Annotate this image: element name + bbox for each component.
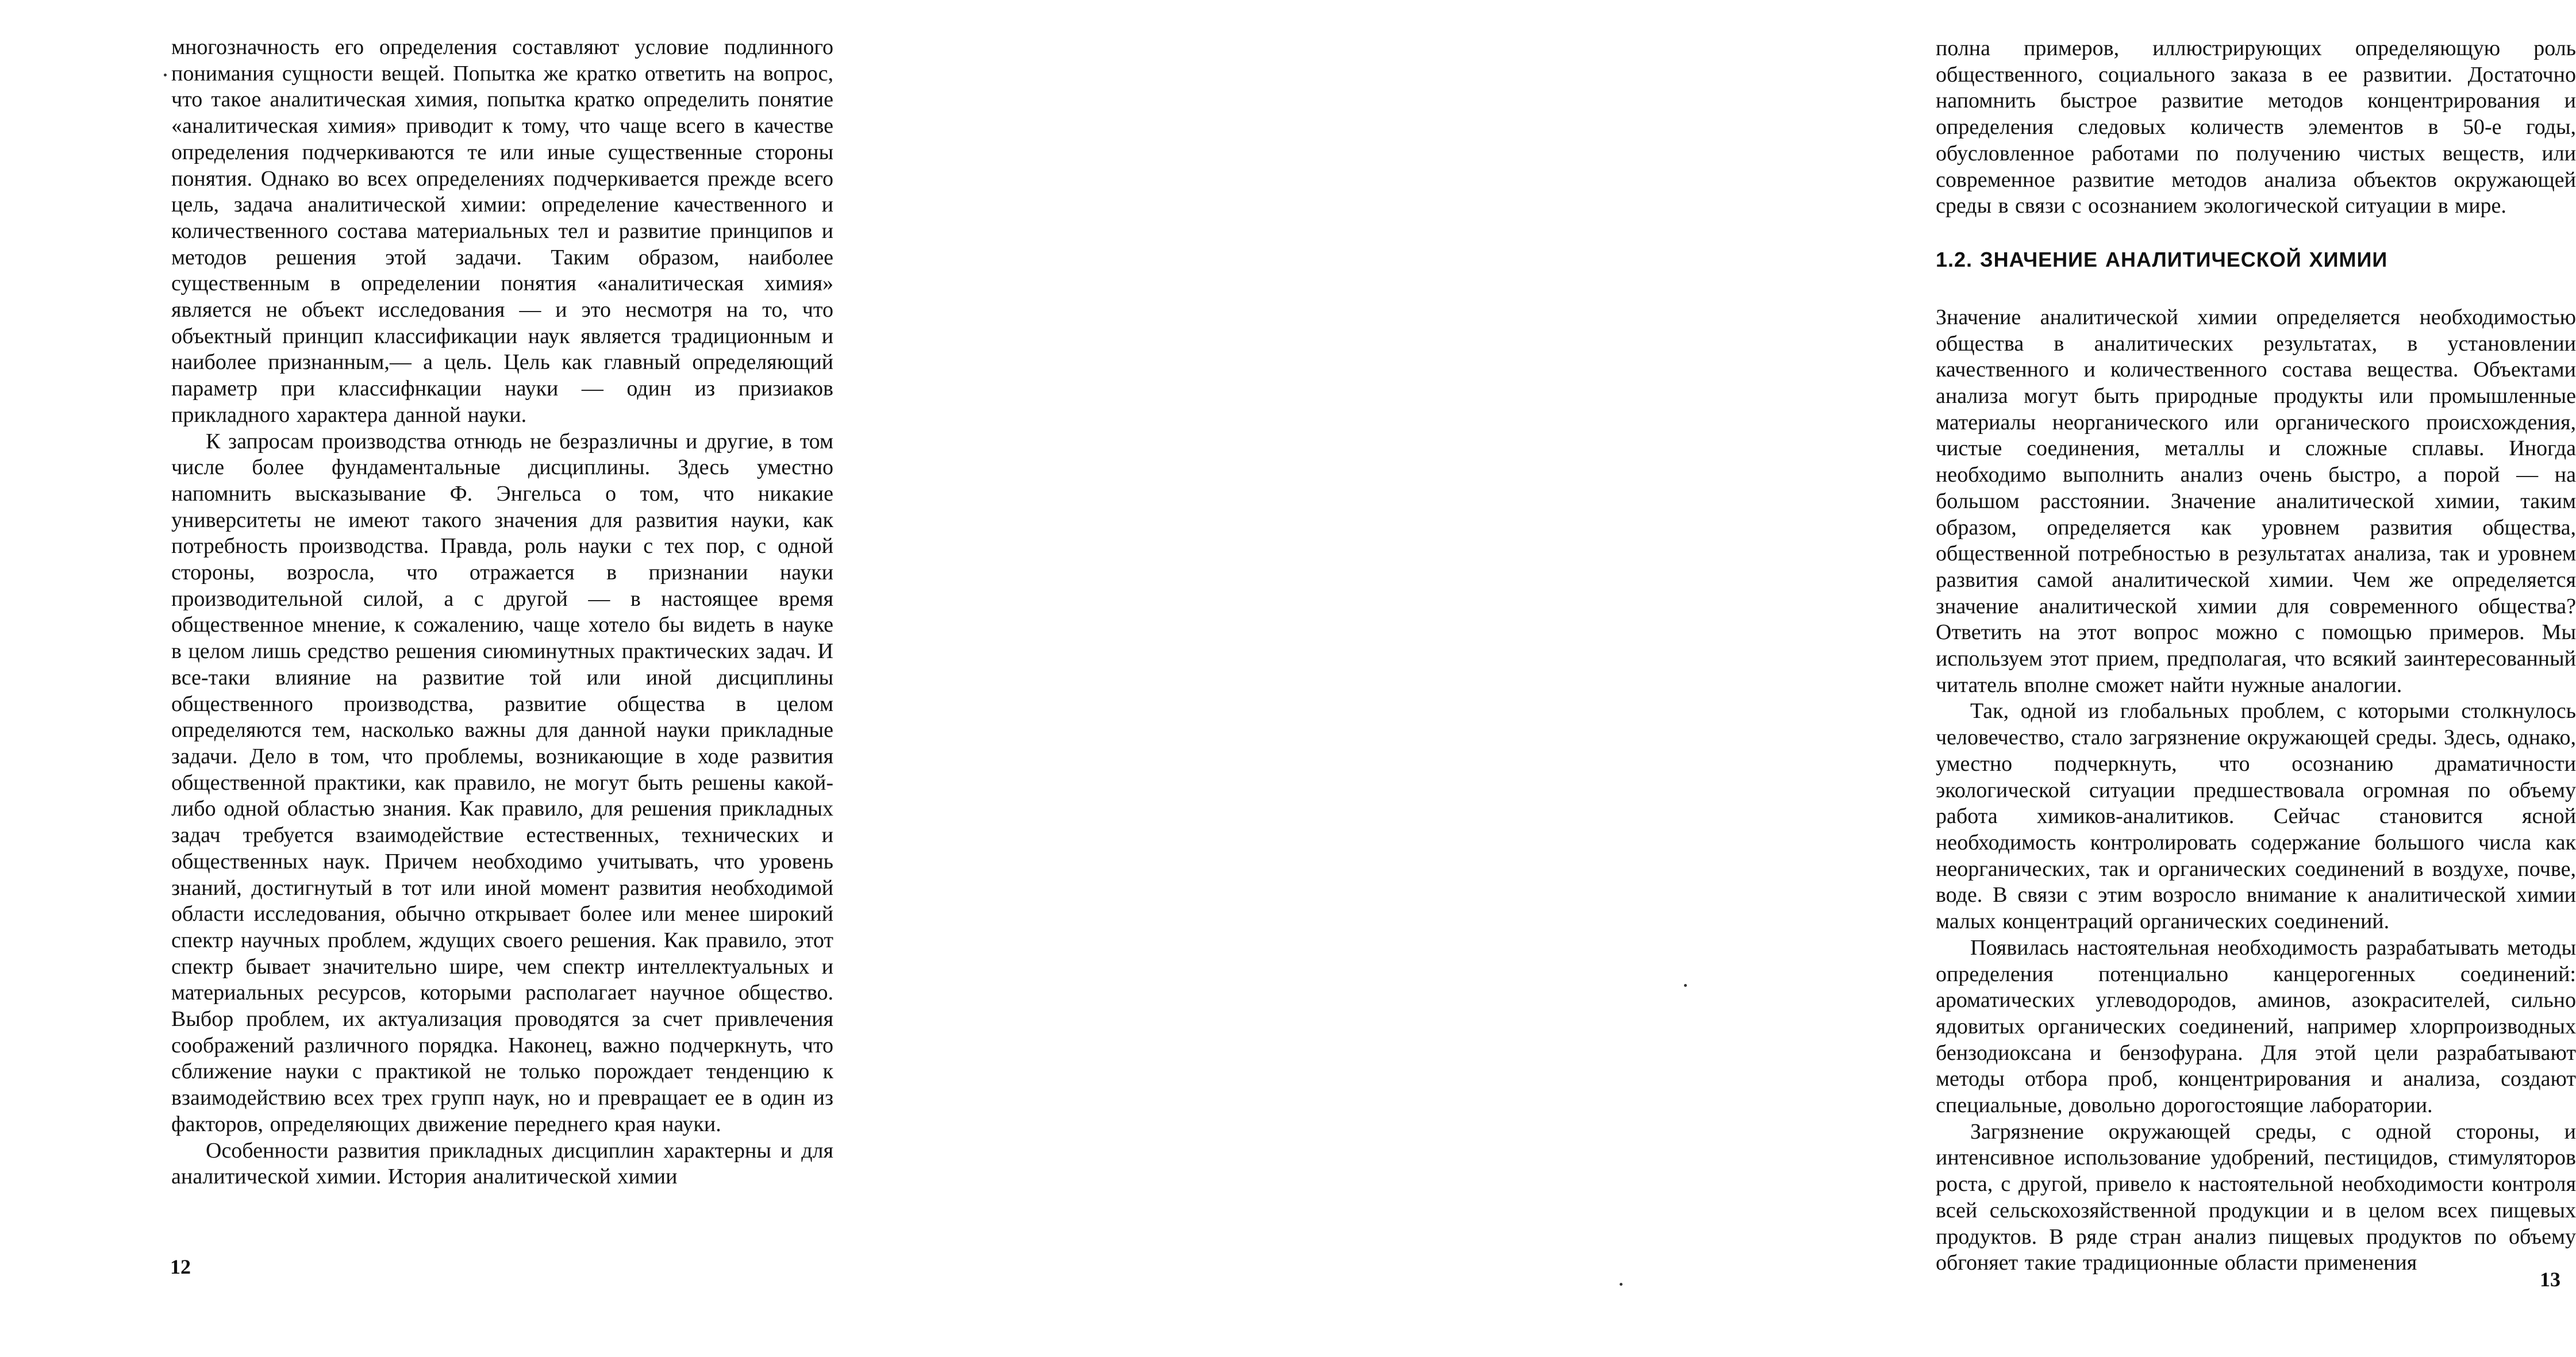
left-page-text — [171, 34, 833, 1190]
scan-speck — [1684, 984, 1687, 987]
right-paragraph-1: Значение аналитической химии определяется необходимостью общества в аналитических результатах, в установлении качественного и количественного состава вещества. Объектами анализа могут быть природные продукты или промышленные материалы неорганического или органического происхождения, чистые соединения, металлы и сложные сплавы. Иногда необходимо выполнить анализ очень быстро, а порой — на большом расстоянии. Значение аналитической химии, таким образом, определяется как уровнем развития общества, общественной потребностью в результатах анализа, так и уровнем развития самой аналитической химии. Чем же определяется значение аналитической химии для современного общества? Ответить на этот вопрос можно с помощью примеров. Мы используем этот прием, предполагая, что всякий заинтересованный читатель вполне сможет найти нужные аналогии. — [1936, 305, 2576, 697]
right-paragraph-2: Так, одной из глобальных проблем, с которыми столкнулось человечество, стало загрязнение окружающей среды. Здесь, однако, уместно подчеркнуть, что осознанию драматичности экологической ситуации предшествовала огромная по объему работа химиков-аналитиков. Сейчас становится ясной необходимость контролировать содержание большого числа как неорганических, так и органических соединений в воздухе, почве, воде. В связи с этим возросло внимание к аналитической химии малых концентраций органических соединений. — [1936, 699, 2576, 934]
section-heading: 1.2. ЗНАЧЕНИЕ АНАЛИТИЧЕСКОЙ ХИМИИ — [1936, 247, 2388, 271]
right-page — [909, 0, 2576, 1357]
right-intro-paragraph: полна примеров, иллюстрирующих определяющую роль общественного, социального заказа в ее развитии. Достаточно напомнить быстрое развитие методов концентрирования и определения следовых количеств элементов в 50-е годы, обусловленное работами по получению чистых веществ, или современное развитие методов анализа объектов окружающей среды в связи с осознанием экологической ситуации в мире. — [1936, 36, 2576, 218]
left-paragraph-3: Особенности развития прикладных дисциплин характерны и для аналитической химии. История аналитической химии — [171, 1138, 833, 1189]
left-page-number: 12 — [170, 1255, 191, 1278]
right-paragraph-3: Появилась настоятельная необходимость разрабатывать методы определения потенциально канцерогенных соединений: ароматических углеводородов, аминов, азокрасителей, сильно ядовитых органических соединений, например хлорпроизводных бензодиоксана и бензофурана. Для этой цели разрабатывают методы отбора проб, концентрирования и анализа, создают специальные, довольно дорогостоящие лаборатории. — [1936, 935, 2576, 1118]
left-paragraph-2: К запросам производства отнюдь не безразличны и другие, в том числе более фундаментальные дисциплины. Здесь уместно напомнить высказывание Ф. Энгельса о том, что никакие университеты не имеют такого значения для развития науки, как потребность производства. Правда, роль науки с тех пор, с одной стороны, возросла, что отражается в признании науки производительной силой, а с другой — в настоящее время общественное мнение, к сожалению, чаще хотело бы видеть в науке в целом лишь средство решения сиюминутных практических задач. И все-таки влияние на развитие той или иной дисциплины общественного производства, развитие общества в целом определяются тем, насколько важны для данной науки прикладные задачи. Дело в том, что проблемы, возникающие в ходе развития общественной практики, как правило, не могут быть решены какой-либо одной областью знания. Как правило, для решения прикладных задач требуется взаимодействие естественных, технических и общественных наук. Причем необходимо учитывать, что уровень знаний, достигнутый в тот или иной момент развития необходимой области исследования, обычно открывает более или менее широкий спектр научных проблем, ждущих своего решения. Как правило, этот спектр бывает значительно шире, чем спектр интеллектуальных и материальных ресурсов, которыми располагает научное общество. Выбор проблем, их актуализация проводятся за счет привлечения соображений различного порядка. Наконец, важно подчеркнуть, что сближение науки с практикой не только порождает тенденцию к взаимодействию всех трех групп наук, но и превращает ее в один из факторов, определяющих движение переднего края науки. — [171, 429, 833, 1136]
right-paragraph-4: Загрязнение окружающей среды, с одной стороны, и интенсивное использование удобрений, пестицидов, стимуляторов роста, с другой, привело к настоятельной необходимости контроля всей сельскохозяйственной продукции и в целом всех пищевых продуктов. В ряде стран анализ пищевых продуктов по объему обгоняет такие традиционные области применения — [1936, 1119, 2576, 1275]
scan-speck — [164, 74, 167, 76]
right-page-text — [1936, 36, 2576, 1277]
right-page-number: 13 — [2540, 1268, 2560, 1291]
scan-speck — [1620, 1283, 1623, 1286]
left-page — [0, 0, 909, 1357]
left-paragraph-1: многозначность его определения составляют условие подлинного понимания сущности вещей. Попытка же кратко ответить на вопрос, что такое аналитическая химия, попытка кратко определить понятие «аналитическая химия» приводит к тому, что чаще всего в качестве определения подчеркиваются те или иные существенные стороны понятия. Однако во всех определениях подчеркивается прежде всего цель, задача аналитической химии: определение качественного и количественного состава материальных тел и развитие принципов и методов решения этой задачи. Таким образом, наиболее существенным в определении понятия «аналитическая химия» является не объект исследования — и это несмотря на то, что объектный принцип классификации наук является традиционным и наиболее признанным,— а цель. Цель как главный определяющий параметр при классифнкации науки — один из призиаков прикладного характера данной науки. — [171, 35, 833, 427]
